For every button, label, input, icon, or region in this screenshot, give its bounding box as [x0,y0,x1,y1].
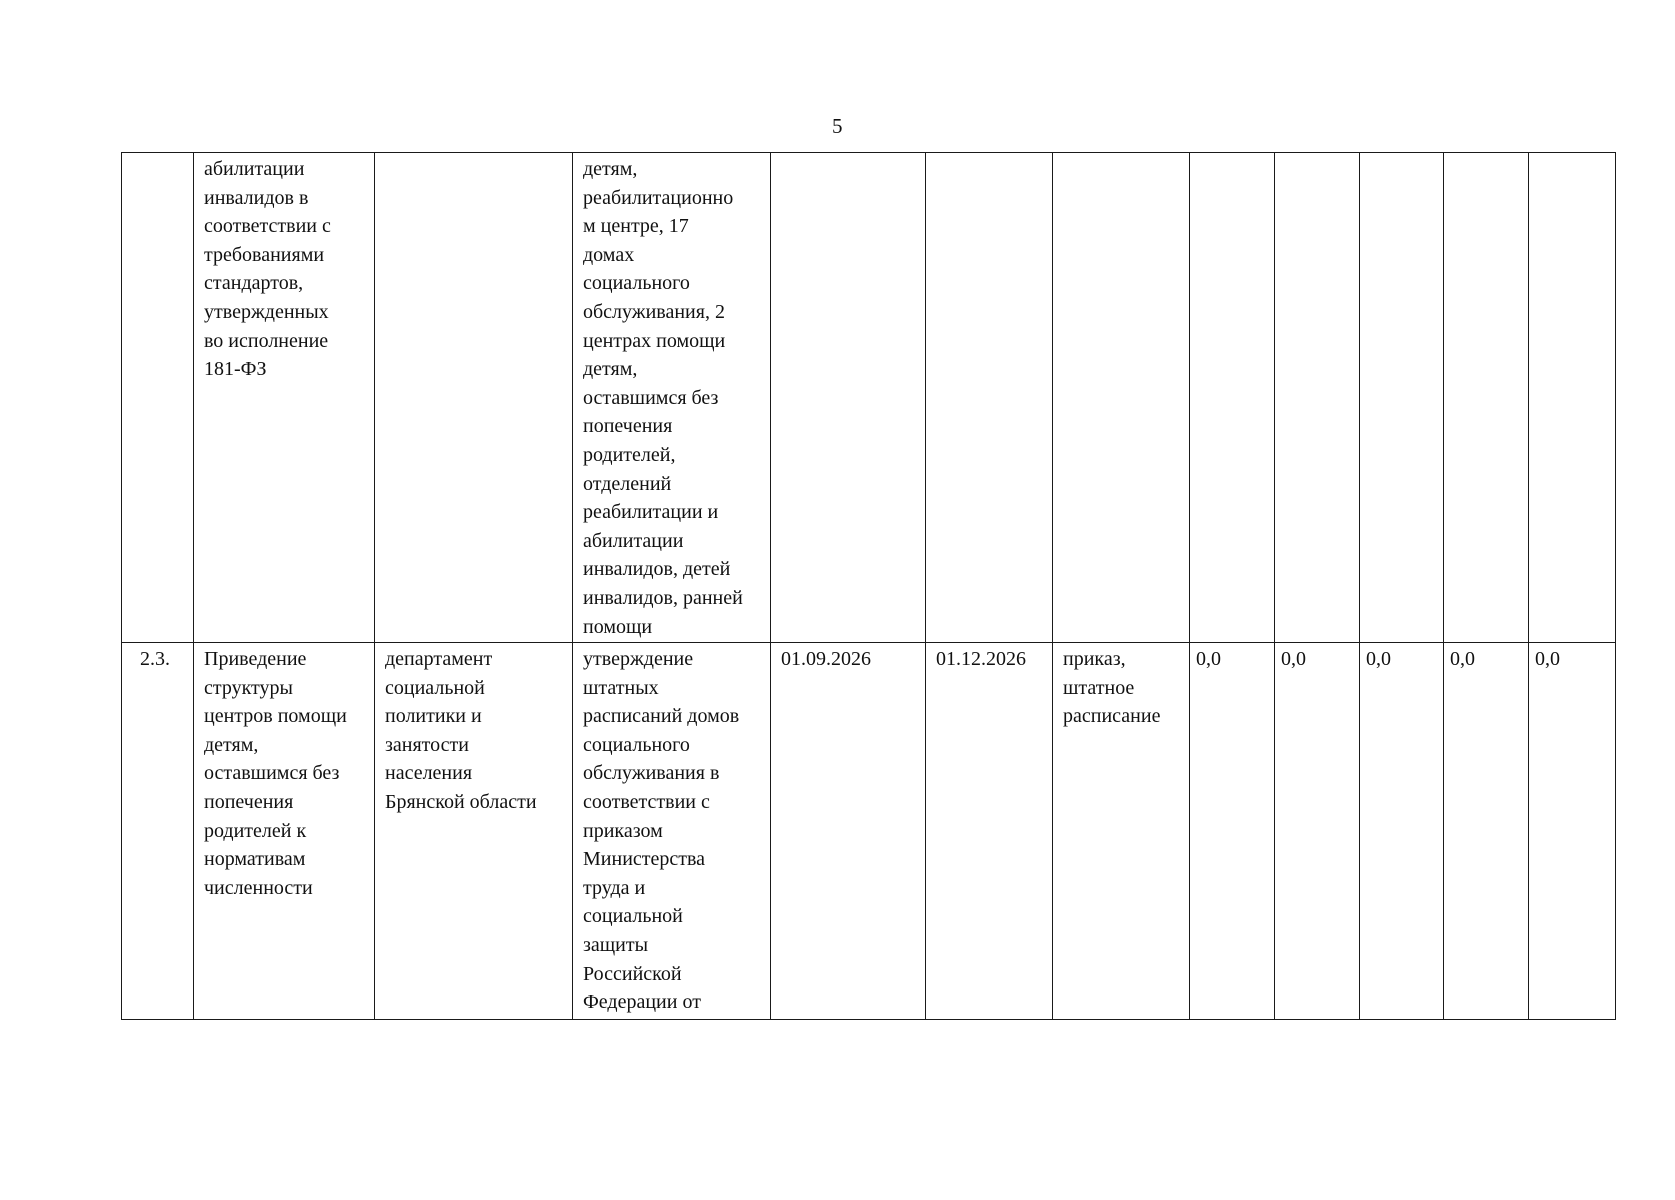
expected-result-cell: детям, реабилитационно м центре, 17 домах социального обслуживания, 2 центрах помощи детям, оставшимся без попечения родителей, отделений реабилитации и абилитации инвалидов, детей инвалидов, ранней помощи [573,153,771,643]
funding-cell [1444,153,1529,643]
funding-cell: 0,0 [1444,643,1529,1020]
page-number: 5 [832,114,843,138]
document-cell [1053,153,1190,643]
item-number-cell: 2.3. [122,643,194,1020]
funding-cell: 0,0 [1360,643,1444,1020]
measure-name-cell: Приведение структуры центров помощи детям, оставшимся без попечения родителей к нормативам численности [194,643,375,1020]
executor-cell: департамент социальной политики и занятости населения Брянской области [375,643,573,1020]
document-cell: приказ, штатное расписание [1053,643,1190,1020]
funding-cell [1190,153,1275,643]
start-date-cell: 01.09.2026 [771,643,926,1020]
item-number-cell [122,153,194,643]
funding-cell: 0,0 [1190,643,1275,1020]
end-date-cell [926,153,1053,643]
table-row [122,153,1616,643]
funding-cell: 0,0 [1275,643,1360,1020]
funding-cell [1360,153,1444,643]
end-date-cell: 01.12.2026 [926,643,1053,1020]
funding-cell: 0,0 [1529,643,1616,1020]
measure-name-cell: абилитации инвалидов в соответствии с требованиями стандартов, утвержденных во исполнение 181-ФЗ [194,153,375,643]
funding-cell [1275,153,1360,643]
start-date-cell [771,153,926,643]
funding-cell [1529,153,1616,643]
table-row [122,643,1616,1020]
plan-table [121,152,1616,1020]
expected-result-cell: утверждение штатных расписаний домов социального обслуживания в соответствии с приказом Министерства труда и социальной защиты Российской Федерации от [573,643,771,1020]
executor-cell [375,153,573,643]
